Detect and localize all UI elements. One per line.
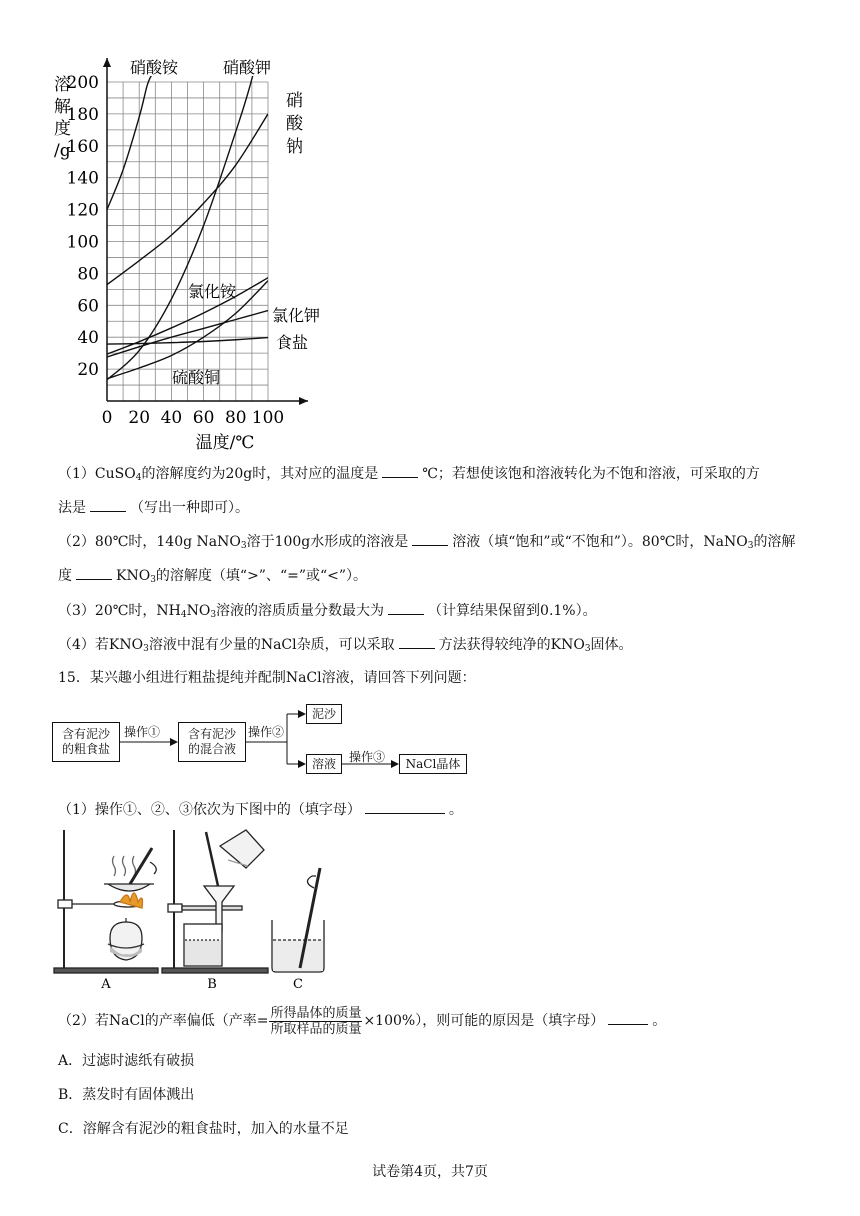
series-label-硫酸铜: 硫酸铜 — [172, 368, 221, 387]
series-label-硝酸钠: 酸 — [286, 114, 303, 134]
x-tick-label: 0 — [101, 408, 113, 428]
page-footer: 试卷第4页，共7页 — [372, 1164, 488, 1180]
option-c[interactable]: C．溶解含有泥沙的粗食盐时，加入的水量不足 — [58, 1121, 349, 1137]
series-label-硝酸钠: 硝 — [286, 91, 303, 111]
subscript: 3 — [143, 644, 149, 654]
text: 法是 — [58, 500, 86, 516]
x-tick-label: 20 — [128, 408, 151, 428]
y-tick-label: 200 — [66, 73, 99, 93]
y-tick-label: 20 — [77, 360, 99, 381]
q15-stem: 15．某兴趣小组进行粗盐提纯并配制NaCl溶液，请回答下列问题： — [58, 670, 476, 686]
apparatus-label-b: B — [207, 977, 217, 992]
text: （1）操作①、②、③依次为下图中的（填字母） — [58, 802, 361, 818]
y-axis-label-char: 度 — [54, 119, 71, 139]
option-b[interactable]: B．蒸发时有固体溅出 — [58, 1087, 195, 1103]
text: 的溶解度（填“>”、“=”或“<”）。 — [155, 568, 368, 584]
text: ℃；若想使该饱和溶液转化为不饱和溶液，可采取的方 — [422, 466, 760, 482]
text: 的粗食盐 — [61, 742, 110, 756]
y-tick-label: 140 — [66, 168, 99, 189]
text: KNO — [116, 568, 151, 584]
answer-blank[interactable] — [365, 799, 445, 814]
subscript: 3 — [584, 644, 591, 654]
text: 含有泥沙 — [61, 727, 110, 741]
q15-part2 — [58, 1005, 666, 1037]
text: 的混合液 — [187, 742, 236, 756]
y-tick-label: 100 — [66, 232, 99, 253]
text: 含有泥沙 — [187, 727, 236, 741]
text: 的溶解度约为20g时，其对应的温度是 — [141, 466, 379, 482]
text: 溶液中混有少量的NaCl杂质，可以采取 — [148, 637, 395, 653]
y-tick-label: 40 — [77, 328, 99, 349]
x-tick-label: 40 — [160, 408, 183, 428]
text: （1）CuSO — [58, 466, 136, 482]
y-tick-label: 60 — [77, 296, 99, 317]
apparatus-figures — [50, 822, 480, 992]
y-axis-label-char: 溶 — [54, 75, 71, 95]
y-tick-label: 160 — [66, 136, 99, 157]
y-axis-label-char: /g — [54, 141, 71, 161]
text: 固体。 — [590, 637, 633, 653]
flow-box-sediment: 泥沙 — [306, 704, 342, 724]
x-tick-label: 60 — [192, 408, 215, 428]
flow-box-solution: 溶液 — [306, 754, 342, 774]
series-label-硝酸铵: 硝酸铵 — [130, 58, 179, 77]
text: ×100%），则可能的原因是（填字母） — [363, 1013, 605, 1029]
text: 方法获得较纯净的KNO — [438, 637, 585, 653]
y-axis-label-char: 解 — [54, 97, 71, 117]
x-tick-label: 80 — [224, 408, 247, 428]
text: （2）若NaCl的产率偏低（产率= — [58, 1013, 269, 1029]
yield-fraction — [269, 1006, 362, 1037]
answer-blank[interactable] — [608, 1010, 648, 1025]
series-label-氯化铵: 氯化铵 — [188, 282, 237, 301]
text: 。 — [448, 802, 463, 818]
series-label-氯化钾: 氯化钾 — [272, 306, 321, 325]
text: （计算结果保留到0.1%）。 — [428, 603, 597, 619]
flow-op2-label: 操作② — [248, 725, 285, 739]
text: 溶液的溶质质量分数最大为 — [216, 603, 385, 619]
text: 溶液（填“饱和”或“不饱和”）。80℃时，NaNO — [452, 534, 748, 550]
x-tick-label: 100 — [251, 408, 285, 428]
flow-box-nacl-crystal: NaCl晶体 — [399, 754, 467, 774]
q15-part1 — [58, 799, 463, 820]
text: （4）若KNO — [58, 637, 144, 653]
text: 的溶解 — [753, 534, 796, 550]
apparatus-label-a: A — [101, 977, 111, 992]
flow-op3-label: 操作③ — [349, 750, 386, 764]
chart-xlabel: 温度/℃ — [195, 433, 255, 453]
y-tick-label: 120 — [66, 200, 99, 221]
text: （写出一种即可）。 — [130, 500, 249, 516]
text: 。 — [652, 1013, 667, 1029]
apparatus-b-filtration — [162, 830, 268, 973]
subscript: 4 — [180, 610, 187, 620]
text: （3）20℃时，NH — [58, 603, 181, 619]
y-tick-label: 180 — [66, 104, 99, 125]
subscript: 3 — [210, 610, 217, 620]
subscript: 3 — [747, 541, 754, 551]
subscript: 4 — [135, 473, 142, 483]
fraction-numerator: 所得晶体的质量 — [270, 1005, 362, 1021]
series-label-硝酸钠: 钠 — [286, 137, 303, 157]
text: 度 — [58, 568, 72, 584]
subscript: 3 — [150, 575, 156, 585]
flow-op1-label: 操作① — [124, 725, 161, 739]
option-a[interactable]: A．过滤时滤纸有破损 — [58, 1053, 195, 1069]
series-label-食盐: 食盐 — [276, 333, 309, 352]
fraction-denominator: 所取样品的质量 — [270, 1021, 362, 1037]
text: NO — [186, 603, 211, 619]
apparatus-c-dissolving — [272, 868, 324, 972]
apparatus-a-evaporation — [54, 830, 158, 973]
subscript: 3 — [240, 541, 247, 551]
text: 溶于100g水形成的溶液是 — [246, 534, 409, 550]
apparatus-label-c: C — [293, 977, 303, 992]
y-tick-label: 80 — [77, 264, 99, 285]
series-label-硝酸钾: 硝酸钾 — [223, 58, 272, 77]
text: （2）80℃时，140g NaNO — [58, 534, 241, 550]
